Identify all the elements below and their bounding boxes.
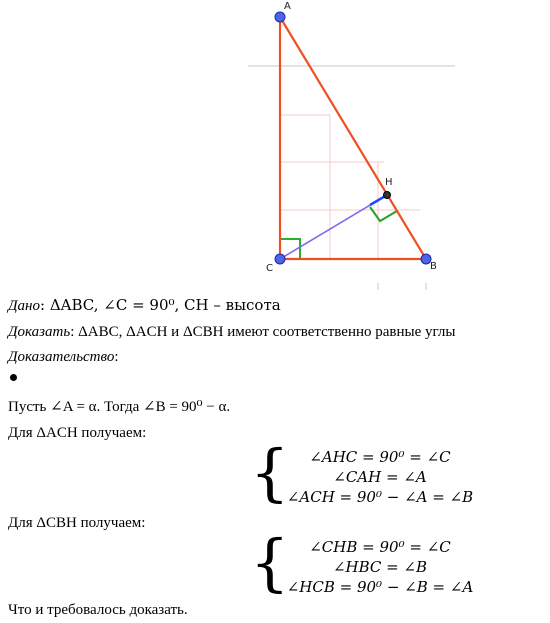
label-h: H (385, 177, 393, 188)
point-c[interactable] (275, 254, 285, 264)
point-a[interactable] (275, 12, 285, 22)
system-cbh-eq-1: ∠CHB = 90⁰ = ∠C (309, 538, 451, 556)
label-a: A (284, 1, 291, 12)
system-ach-eq-1: ∠AHC = 90⁰ = ∠C (309, 448, 451, 466)
system-ach-eq-2: ∠CAH = ∠A (333, 468, 427, 486)
let-line: Пусть ∠A = α. Тогда ∠B = 90⁰ − α. (8, 399, 231, 415)
given-label: Дано (8, 298, 40, 314)
given-statement: : ΔABC, ∠C = 90⁰, CH – высота (40, 296, 281, 314)
proof-colon: : (114, 349, 119, 365)
system-brace: { (250, 436, 290, 509)
system-cbh-eq-2: ∠HBC = ∠B (332, 558, 428, 576)
for-ach-line: Для ΔACH получаем: (8, 425, 147, 441)
side-ab (280, 17, 426, 259)
system-cbh (250, 526, 482, 600)
prove-label: Доказать (8, 324, 71, 340)
system-ach-eq-3: ∠ACH = 90⁰ − ∠A = ∠B (286, 488, 474, 506)
proof-line (8, 348, 119, 366)
bullet-point (10, 374, 17, 381)
prove-statement: : ΔABC, ΔACH и ΔCBH имеют соответственно равные углы (70, 324, 456, 340)
prove-line (8, 323, 455, 341)
point-h[interactable] (384, 192, 391, 199)
label-b: B (430, 261, 437, 272)
given-line (8, 296, 281, 315)
label-c: C (266, 263, 273, 274)
system-brace: { (250, 526, 290, 599)
right-angle-mark-h (370, 207, 397, 221)
conclusion-line: Что и требовалось доказать. (8, 602, 188, 618)
system-cbh-eq-3: ∠HCB = 90⁰ − ∠B = ∠A (286, 578, 474, 596)
for-cbh-line: Для ΔCBH получаем: (8, 515, 146, 531)
proof-label: Доказательство (8, 349, 115, 365)
system-ach (250, 436, 482, 510)
triangle-figure (0, 0, 550, 300)
